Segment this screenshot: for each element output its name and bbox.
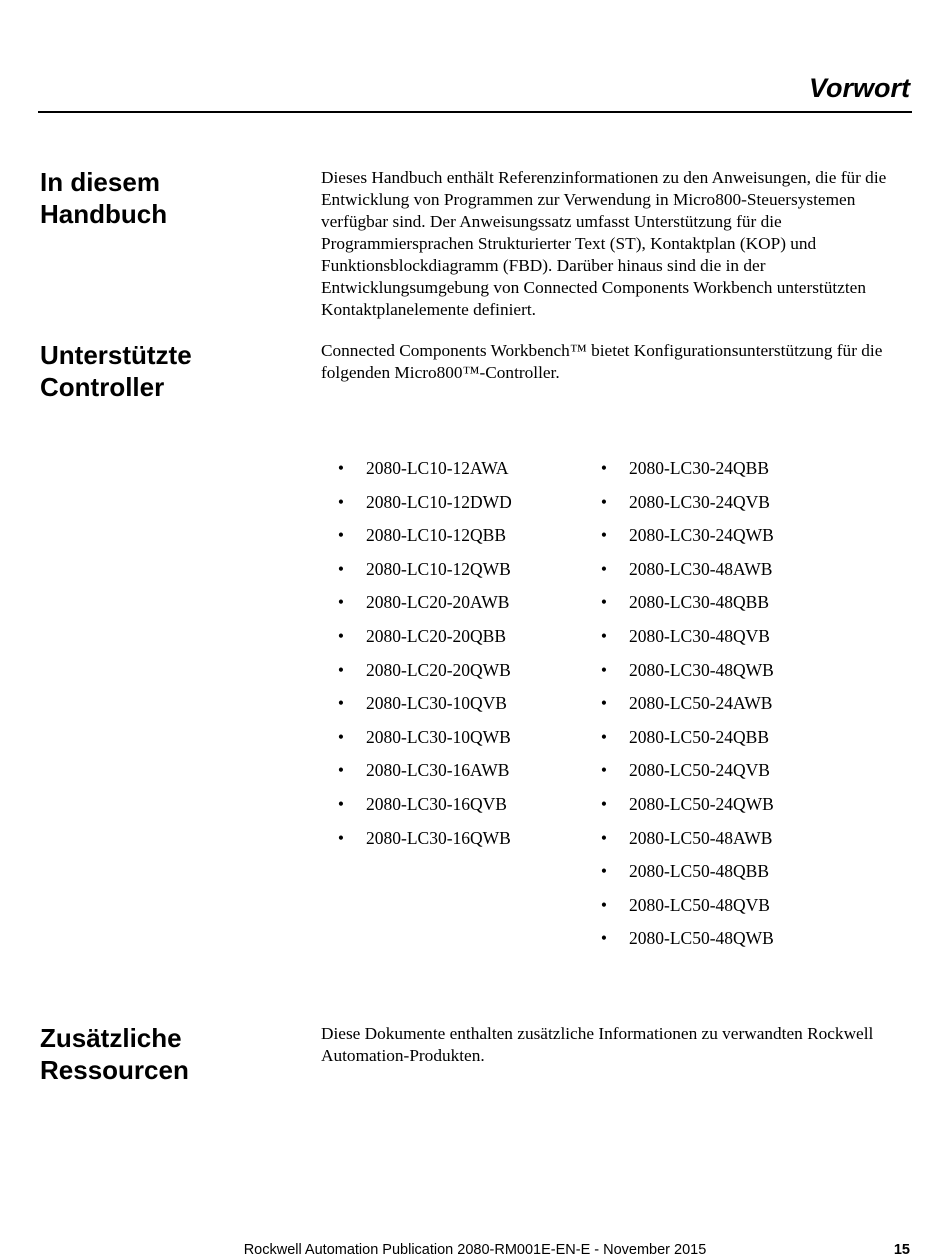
controller-model: 2080-LC10-12DWD — [366, 491, 512, 512]
controller-model: 2080-LC10-12QWB — [366, 558, 511, 579]
bullet-dot: • — [337, 793, 345, 814]
bullet-dot: • — [600, 827, 608, 848]
header-divider — [38, 111, 912, 113]
controller-model: 2080-LC30-48AWB — [629, 558, 773, 579]
bullet-dot: • — [600, 726, 608, 747]
section-heading-resources-line2: Ressourcen — [40, 1055, 189, 1085]
bullet-dot: • — [337, 558, 345, 579]
controller-model: 2080-LC30-10QVB — [366, 693, 507, 714]
controller-model: 2080-LC50-24QVB — [629, 760, 770, 781]
controller-model: 2080-LC50-48QWB — [629, 928, 774, 949]
controller-model: 2080-LC30-16AWB — [366, 760, 510, 781]
section-heading-resources-line1: Zusätzliche — [40, 1023, 182, 1053]
bullet-dot: • — [600, 558, 608, 579]
bullet-dot: • — [600, 793, 608, 814]
handbook-paragraph: Dieses Handbuch enthält Referenzinformationen zu den Anweisungen, die für die Entwicklung von Programmen zur Verwendung in Micro800-Steuersystemen verfügbar sind. Der Anweisungssatz umfasst Unterstützung für die Programmiersprachen Strukturierter Text (ST), Kontaktplan (KOP) und Funktionsblockdiagramm (FBD). Darüber hinaus sind die in der Entwicklungsumgebung von Connected Components Workbench unterstützten Kontaktplanelemente definiert. — [321, 168, 887, 319]
section-heading-controllers-line1: Unterstützte — [40, 340, 192, 370]
controller-model: 2080-LC30-48QBB — [629, 592, 769, 613]
bullet-dot: • — [600, 760, 608, 781]
controller-model: 2080-LC30-24QBB — [629, 458, 769, 478]
page-header-title: Vorwort — [809, 73, 910, 103]
controller-model: 2080-LC50-24QBB — [629, 726, 769, 747]
footer-publication: Rockwell Automation Publication 2080-RM001E-EN-E - November 2015 — [243, 1242, 707, 1258]
bullet-dot: • — [600, 659, 608, 680]
resources-paragraph: Diese Dokumente enthalten zusätzliche Informationen zu verwandten Rockwell Automation-Produkten. — [321, 1024, 874, 1065]
bullet-dot: • — [600, 491, 608, 512]
controller-model: 2080-LC20-20QWB — [366, 659, 511, 680]
bullet-dot: • — [600, 894, 608, 915]
controller-model: 2080-LC10-12QBB — [366, 525, 506, 546]
bullet-dot: • — [337, 693, 345, 714]
bullet-dot: • — [600, 592, 608, 613]
controller-model: 2080-LC30-48QVB — [629, 625, 770, 646]
controllers-paragraph: Connected Components Workbench™ bietet Konfigurationsunterstützung für die folgenden Micro800™-Controller. — [321, 341, 883, 382]
bullet-dot: • — [600, 861, 608, 882]
bullet-dot: • — [600, 525, 608, 546]
controller-model: 2080-LC50-24QWB — [629, 793, 774, 814]
section-heading-handbook-line1: In diesem — [40, 167, 160, 197]
controller-model: 2080-LC30-24QVB — [629, 491, 770, 512]
section-heading-resources — [40, 1022, 280, 1086]
controller-model: 2080-LC50-48AWB — [629, 827, 773, 848]
controller-model: 2080-LC50-48QVB — [629, 894, 770, 915]
bullet-dot: • — [337, 726, 345, 747]
controller-model: 2080-LC50-48QBB — [629, 861, 769, 882]
controller-model: 2080-LC30-16QVB — [366, 793, 507, 814]
controller-model: 2080-LC30-24QWB — [629, 525, 774, 546]
bullet-dot: • — [600, 458, 608, 478]
section-heading-controllers-line2: Controller — [40, 372, 165, 402]
controller-model: 2080-LC30-10QWB — [366, 726, 511, 747]
controller-model: 2080-LC20-20AWB — [366, 592, 510, 613]
bullet-dot: • — [337, 760, 345, 781]
bullet-dot: • — [600, 625, 608, 646]
page-number: 15 — [893, 1242, 910, 1258]
bullet-dot: • — [600, 693, 608, 714]
controller-model: 2080-LC30-16QWB — [366, 827, 511, 848]
bullet-dot: • — [337, 827, 345, 848]
bullet-dot: • — [337, 625, 345, 646]
controller-model: 2080-LC30-48QWB — [629, 659, 774, 680]
bullet-dot: • — [337, 491, 345, 512]
bullet-dot: • — [337, 659, 345, 680]
controller-model: 2080-LC20-20QBB — [366, 625, 506, 646]
controller-model: 2080-LC50-24AWB — [629, 693, 773, 714]
section-heading-handbook — [40, 166, 280, 230]
section-heading-controllers — [40, 339, 280, 403]
bullet-dot: • — [600, 928, 608, 949]
bullet-dot: • — [337, 525, 345, 546]
bullet-dot: • — [337, 458, 345, 478]
bullet-dot: • — [337, 592, 345, 613]
section-heading-handbook-line2: Handbuch — [40, 199, 168, 229]
controller-model: 2080-LC10-12AWA — [366, 458, 509, 478]
